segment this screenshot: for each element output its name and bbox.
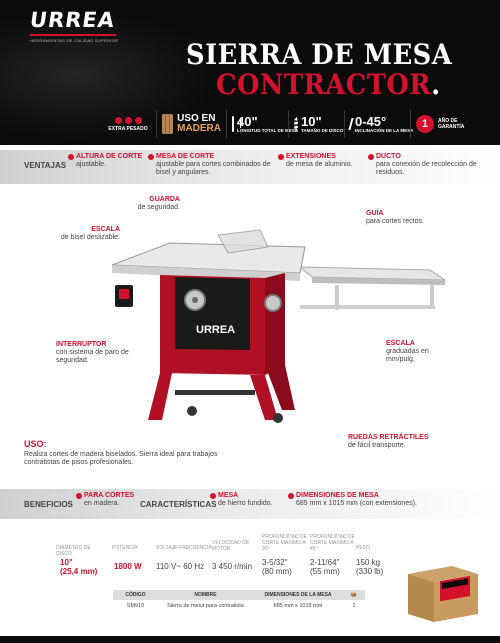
spec-depth-45: 2-11/64" (55 mm): [310, 558, 340, 576]
ventajas-label: VENTAJAS: [24, 161, 67, 170]
bullet-icon: [76, 493, 82, 499]
saw-disc-icon: [294, 117, 298, 132]
callout-guarda: GUARDA de seguridad.: [137, 196, 180, 211]
box-icon: 📦: [350, 592, 358, 598]
ventaja-item: EXTENSIONES de mesa de aluminio.: [286, 153, 366, 169]
spec-garantia: 1 AÑO DE GARANTÍA: [410, 110, 472, 138]
brand-tagline: HERRAMIENTAS DE CALIDAD SUPERIOR: [30, 38, 119, 43]
spec-weight: 150 kg (330 lb): [356, 558, 384, 576]
spec-power: 1800 W: [114, 562, 142, 571]
page-title-line2: CONTRACTOR.: [216, 68, 441, 101]
logo-underline: [30, 34, 116, 36]
bullet-icon: [68, 154, 74, 160]
spec-disc-diameter: 10" (25,4 mm): [60, 558, 98, 576]
spec-longitud: 40" LONGITUD TOTAL DE MESA: [226, 110, 288, 138]
bullet-icon: [288, 493, 294, 499]
table-header: CÓDIGO NOMBRE DIMENSIONES DE LA MESA 📦: [113, 590, 365, 600]
brand-logo: [30, 8, 118, 43]
caracteristica-item: MESA de hierro fundido.: [218, 492, 288, 508]
spec-uso-madera: USO EN MADERA: [156, 110, 226, 138]
bullet-icon: [368, 154, 374, 160]
product-box-image: [402, 558, 482, 624]
spec-speed: 3 450 r/min: [212, 562, 253, 571]
header-banner: [0, 0, 500, 145]
spec-inclinacion: 0-45° INCLINACIÓN DE LA MESA: [344, 110, 410, 138]
spec-icons-bar: [100, 110, 480, 138]
product-code-table: [113, 590, 365, 612]
caracteristicas-label: CARACTERÍSTICAS: [140, 500, 217, 509]
ventajas-band: [0, 150, 500, 184]
table-length-icon: [232, 116, 234, 132]
callout-escala-graduada: ESCALA graduadas en mm/pulg.: [386, 340, 429, 363]
table-row: SM910 Sierra de mesa para contratista 685 mm x 1015 mm 1: [126, 603, 356, 609]
footer-strip: [0, 636, 500, 643]
bullet-icon: [278, 154, 284, 160]
uso-title: USO:: [24, 439, 47, 449]
beneficios-label: BENEFICIOS: [24, 500, 73, 509]
warranty-badge-icon: 1: [416, 115, 434, 133]
table-saw-illustration: [100, 215, 450, 425]
callout-ruedas: RUEDAS RETRÁCTILES de fácil transporte.: [348, 434, 429, 449]
ventaja-item: DUCTO para conexión de recolección de residuos.: [376, 153, 486, 177]
spec-extra-pesado: EXTRA PESADO: [100, 110, 156, 138]
uso-section: [24, 440, 224, 468]
ventaja-item: ALTURA DE CORTE ajustable.: [76, 153, 146, 169]
callout-interruptor: INTERRUPTOR con sistema de paro de seguridad.: [56, 341, 129, 364]
beneficios-band: [0, 489, 500, 519]
caracteristica-item: DIMENSIONES DE MESA 685 mm x 1015 mm (con extensiones).: [296, 492, 456, 508]
spec-disco: 10" TAMAÑO DE DISCO: [288, 110, 344, 138]
bullet-icon: [210, 493, 216, 499]
wood-icon: [162, 114, 173, 134]
svg-text:URREA: URREA: [196, 324, 236, 336]
spec-depth-90: 3-5/32" (80 mm): [262, 558, 292, 576]
uso-text: Realiza cortes de madera biselados. Sierra ideal para trabajos contratistas de pisos profesionales.: [24, 450, 218, 466]
callout-escala-bisel: ESCALA de bisel deslizable.: [60, 226, 120, 241]
beneficio-item: PARA CORTES en madera.: [84, 492, 144, 508]
ventaja-item: MESA DE CORTE ajustable para cortes combinados de bisel y angulares.: [156, 153, 274, 177]
bullet-icon: [148, 154, 154, 160]
callout-guia: GUÍA para cortes rectos.: [366, 210, 424, 225]
brand-name: URREA: [28, 8, 117, 32]
tilt-icon: [348, 118, 353, 130]
spec-voltage: 110 V~ 60 Hz: [156, 562, 205, 571]
page-title-line1: SIERRA DE MESA: [186, 38, 453, 71]
dots-icon: [115, 117, 142, 124]
